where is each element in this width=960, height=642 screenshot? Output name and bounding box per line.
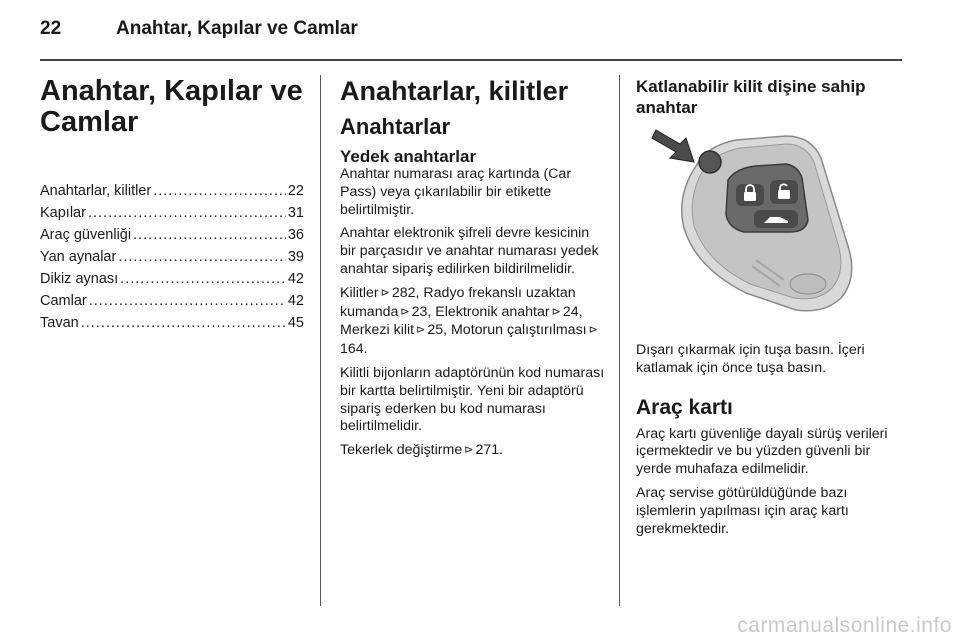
toc-item[interactable] <box>40 180 304 202</box>
toc-label: Yan aynalar <box>40 249 117 265</box>
fold-release-button <box>699 151 721 173</box>
toc-label: Tavan <box>40 315 79 331</box>
toc-page: 39 <box>287 249 304 265</box>
toc-page: 22 <box>287 183 304 199</box>
table-of-contents <box>40 180 304 334</box>
toc-page: 42 <box>287 271 304 287</box>
toc-label: Camlar <box>40 293 87 309</box>
toc-leader <box>89 290 286 312</box>
reference-arrow-icon[interactable]: ⊳ <box>588 324 598 337</box>
reference-arrow-icon[interactable]: ⊳ <box>400 305 410 318</box>
subsection-heading: Anahtarlar <box>340 114 451 139</box>
toc-page: 31 <box>287 205 304 221</box>
topic-heading: Yedek anahtarlar <box>340 147 477 166</box>
page-header <box>40 14 900 50</box>
figure-caption: Dışarı çıkarmak için tuşa basın. İçeri katlamak için önce tuşa basın. <box>636 342 865 376</box>
topic-heading: Katlanabilir kilit dişine sahip anahtar <box>636 77 866 117</box>
toc-leader <box>153 180 286 202</box>
toc-leader <box>118 246 286 268</box>
toc-label: Dikiz aynası <box>40 271 119 287</box>
toc-leader <box>88 202 286 224</box>
reference-arrow-icon[interactable]: ⊳ <box>416 324 426 337</box>
chapter-column <box>40 76 304 334</box>
paragraph: Araç kartı güvenliğe dayalı sürüş verileri içermektedir ve bu yüzden güvenli bir yerde muhafaza edilmelidir. <box>636 425 888 478</box>
toc-item[interactable] <box>40 290 304 312</box>
page-header-title: Anahtar, Kapılar ve Camlar <box>116 18 358 39</box>
subsection-heading: Araç kartı <box>636 395 733 419</box>
paragraph: Araç servise götürüldüğünde bazı işlemlerin yapılması için araç kartı gerekmektedir. <box>636 484 849 537</box>
toc-item[interactable] <box>40 312 304 334</box>
toc-page: 42 <box>287 293 304 309</box>
page-number: 22 <box>40 18 62 39</box>
toc-item[interactable] <box>40 202 304 224</box>
toc-page: 36 <box>287 227 304 243</box>
arrow-icon <box>652 130 694 162</box>
column-divider <box>320 75 321 606</box>
toc-page: 45 <box>287 315 304 331</box>
toc-label: Anahtarlar, kilitler <box>40 183 152 199</box>
chapter-title: Anahtar, Kapılar ve Camlar <box>40 75 303 138</box>
paragraph: Anahtar elektronik şifreli devre kesicinin bir parçasıdır ve anahtar numarası yedek anahtar sipariş edilirken bildirilmelidir. <box>340 225 599 277</box>
key-fob-illustration <box>636 128 902 328</box>
reference-arrow-icon[interactable]: ⊳ <box>380 286 390 299</box>
section-heading: Anahtarlar, kilitler <box>340 76 569 106</box>
watermark: carmanualsonline.info <box>737 614 952 637</box>
paragraph-with-references: Kilitler ⊳ 282, Radyo frekanslı uzaktan kumanda ⊳ 23, Elektronik anahtar ⊳ 24, Merkezi kilit ⊳ 25, Motorun çalıştırılması ⊳164. <box>340 284 598 358</box>
reference-arrow-icon[interactable]: ⊳ <box>551 305 561 318</box>
toc-leader <box>81 312 286 334</box>
folding-key-column <box>636 76 902 544</box>
toc-leader <box>120 268 286 290</box>
toc-label: Kapılar <box>40 205 86 221</box>
toc-leader <box>133 224 286 246</box>
reference-arrow-icon[interactable]: ⊳ <box>464 444 474 457</box>
column-divider <box>619 75 620 606</box>
paragraph: Kilitli bijonların adaptörünün kod numarası bir kartta belirtilmiştir. Yeni bir adaptörü sipariş ederken bu kod numarası belirtilmelidir. <box>340 364 605 435</box>
toc-item[interactable] <box>40 246 304 268</box>
keys-column <box>340 76 606 467</box>
paragraph: Anahtar numarası araç kartında (Car Pass) veya çıkarılabilir bir etikette belirtilmiştir. <box>340 166 572 218</box>
toc-item[interactable] <box>40 224 304 246</box>
toc-label: Araç güvenliği <box>40 227 132 243</box>
paragraph-with-reference: Tekerlek değiştirme ⊳ 271. <box>340 442 504 459</box>
toc-item[interactable] <box>40 268 304 290</box>
header-rule <box>40 59 902 61</box>
